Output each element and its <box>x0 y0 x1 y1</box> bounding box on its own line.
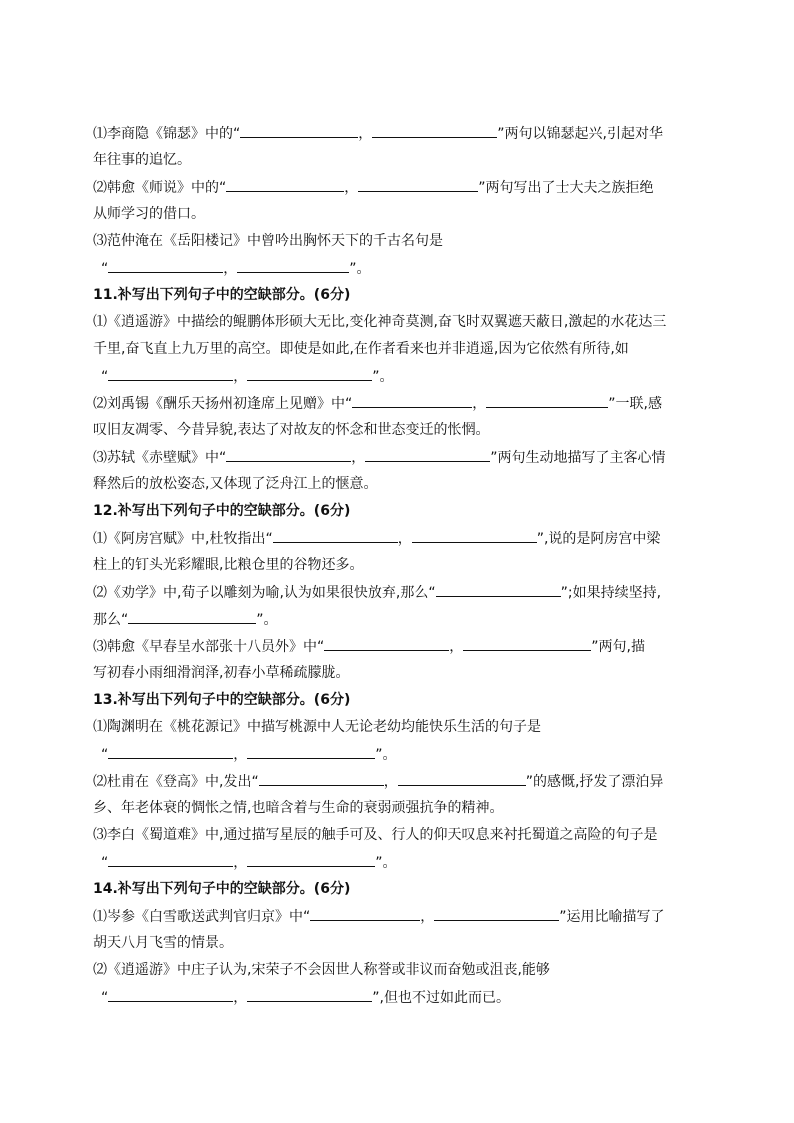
q14-item2-line2: “ ， ”,但也不过如此而已。 <box>101 987 711 1008</box>
answer-blank[interactable] <box>434 906 559 921</box>
q12-item1-line1: ⑴《阿房宫赋》中,杜牧指出“ ， ”,说的是阿房宫中梁 <box>93 528 703 549</box>
q10-item2-line2: 从师学习的借口。 <box>93 206 205 222</box>
q14-title: 14.补写出下列句子中的空缺部分。(6分) <box>93 881 351 897</box>
answer-blank[interactable] <box>247 744 375 759</box>
answer-blank[interactable] <box>365 447 490 462</box>
answer-blank[interactable] <box>436 582 561 597</box>
answer-blank[interactable] <box>226 177 344 192</box>
q11-item3-line1: ⑶苏轼《赤壁赋》中“ ， ”两句生动地描写了主客心情 <box>93 447 703 468</box>
answer-blank[interactable] <box>108 852 233 867</box>
answer-blank[interactable] <box>372 123 497 138</box>
q11-item2-line1: ⑵刘禹锡《酬乐天扬州初逢席上见赠》中“ ， ”一联,感 <box>93 393 703 414</box>
q11-item1-line3: “ ， ”。 <box>101 366 711 387</box>
q12-item2-line1: ⑵《劝学》中,荀子以雕刻为喻,认为如果很快放弃,那么“ ”;如果持续坚持, <box>93 582 703 603</box>
q10-item3-line1: ⑶范仲淹在《岳阳楼记》中曾吟出胸怀天下的千古名句是 <box>93 233 443 249</box>
answer-blank[interactable] <box>398 771 526 786</box>
answer-blank[interactable] <box>108 987 233 1002</box>
q10-item2-line1: ⑵韩愈《师说》中的“ ， ”两句写出了士大夫之族拒绝 <box>93 177 703 198</box>
q13-item1-line1: ⑴陶渊明在《桃花源记》中描写桃源中人无论老幼均能快乐生活的句子是 <box>93 719 541 735</box>
answer-blank[interactable] <box>358 177 478 192</box>
answer-blank[interactable] <box>247 366 372 381</box>
q14-item1-line1: ⑴岑参《白雪歌送武判官归京》中“ ， ”运用比喻描写了 <box>93 906 703 927</box>
q11-item1-line1: ⑴《逍遥游》中描绘的鲲鹏体形硕大无比,变化神奇莫测,奋飞时双翼遮天蔽日,激起的水花达三 <box>93 314 667 330</box>
answer-blank[interactable] <box>237 258 349 273</box>
q12-item3-line1: ⑶韩愈《早春呈水部张十八员外》中“ ， ”两句,描 <box>93 636 703 657</box>
q13-item3-line2: “ ， ”。 <box>101 852 711 873</box>
answer-blank[interactable] <box>324 636 449 651</box>
q12-item2-line2: 那么“ ”。 <box>93 609 703 630</box>
answer-blank[interactable] <box>226 447 351 462</box>
answer-blank[interactable] <box>247 852 375 867</box>
q14-item2-line1: ⑵《逍遥游》中庄子认为,宋荣子不会因世人称誉或非议而奋勉或沮丧,能够 <box>93 962 550 978</box>
q12-title: 12.补写出下列句子中的空缺部分。(6分) <box>93 503 351 519</box>
q11-item1-line2: 千里,奋飞直上九万里的高空。即使是如此,在作者看来也并非逍遥,因为它依然有所待,如 <box>93 341 629 357</box>
answer-blank[interactable] <box>247 987 372 1002</box>
answer-blank[interactable] <box>108 366 233 381</box>
q11-item2-line2: 叹旧友凋零、今昔异貌,表达了对故友的怀念和世态变迁的怅惘。 <box>93 422 490 438</box>
answer-blank[interactable] <box>240 123 358 138</box>
q12-item3-line2: 写初春小雨细滑润泽,初春小草稀疏朦胧。 <box>93 665 350 681</box>
q11-title: 11.补写出下列句子中的空缺部分。(6分) <box>93 287 351 303</box>
q10-item1-line1: ⑴李商隐《锦瑟》中的“ ， ”两句以锦瑟起兴,引起对华 <box>93 123 703 144</box>
answer-blank[interactable] <box>128 609 256 624</box>
answer-blank[interactable] <box>108 258 223 273</box>
q13-title: 13.补写出下列句子中的空缺部分。(6分) <box>93 692 351 708</box>
answer-blank[interactable] <box>108 744 233 759</box>
q13-item2-line1: ⑵杜甫在《登高》中,发出“ ， ”的感慨,抒发了漂泊异 <box>93 771 703 792</box>
answer-blank[interactable] <box>352 393 472 408</box>
q10-item1-line2: 年往事的追忆。 <box>93 152 191 168</box>
answer-blank[interactable] <box>273 528 398 543</box>
q12-item1-line2: 柱上的钉头光彩耀眼,比粮仓里的谷物还多。 <box>93 557 364 573</box>
q14-item1-line2: 胡天八月飞雪的情景。 <box>93 935 233 951</box>
answer-blank[interactable] <box>486 393 608 408</box>
q13-item3-line1: ⑶李白《蜀道难》中,通过描写星辰的触手可及、行人的仰天叹息来衬托蜀道之高险的句子是 <box>93 827 658 843</box>
answer-blank[interactable] <box>412 528 537 543</box>
answer-blank[interactable] <box>463 636 591 651</box>
answer-blank[interactable] <box>259 771 384 786</box>
answer-blank[interactable] <box>310 906 420 921</box>
q13-item1-line2: “ ， ”。 <box>101 744 711 765</box>
q13-item2-line2: 乡、年老体衰的惆怅之情,也暗含着与生命的衰弱顽强抗争的精神。 <box>93 800 504 816</box>
q11-item3-line2: 释然后的放松姿态,又体现了泛舟江上的惬意。 <box>93 476 378 492</box>
q10-item3-line2: “ ， ”。 <box>101 258 711 279</box>
